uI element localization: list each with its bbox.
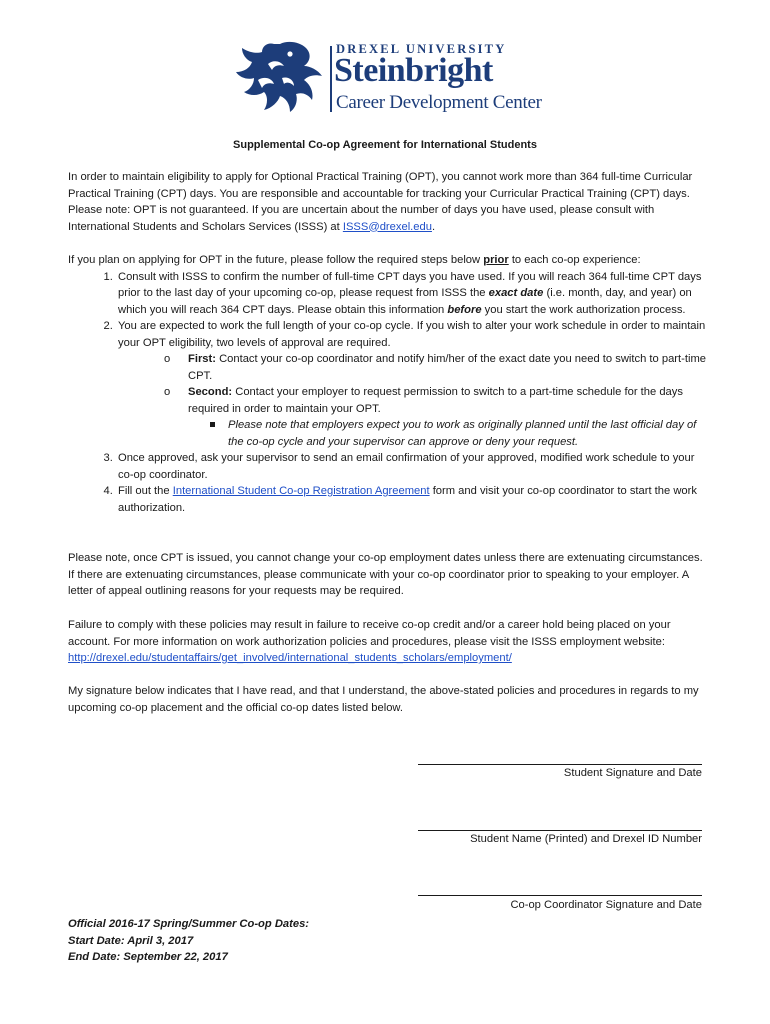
failure-paragraph [68, 617, 708, 667]
steps-intro-text-end: to each co-op experience: [508, 254, 641, 266]
dragon-icon [228, 40, 326, 114]
second-label: Second: [188, 386, 233, 398]
step-2-notes [188, 417, 708, 450]
signature-statement: My signature below indicates that I have read, and that I understand, the above-stated policies and procedures in regards to my upcoming co-op placement and the official co-op dates listed below. [68, 685, 699, 714]
step-4-text: Fill out the [118, 485, 173, 497]
coordinator-signature-line[interactable] [418, 895, 702, 896]
student-signature-label: Student Signature and Date [563, 767, 702, 779]
drexel-steinbright-logo [228, 40, 548, 120]
step-1-text-2: (i.e. month, day, and year) on which you will reach 364 CPT days. Please obtain this information [118, 287, 692, 316]
failure-text: Failure to comply with these policies may result in failure to receive co-op credit and/or a career hold being placed on your account. For more information on work authorization policies and procedures, please visit the ISSS employment website: [68, 619, 671, 648]
student-name-label: Student Name (Printed) and Drexel ID Number [470, 833, 702, 845]
steps-intro-emphasis: prior [483, 254, 509, 266]
isss-email-link[interactable]: ISSS@drexel.edu [342, 220, 432, 233]
first-text: Contact your co-op coordinator and notify him/her of the exact date you need to switch to part-time CPT. [188, 353, 706, 382]
document-title: Supplemental Co-op Agreement for International Students [233, 139, 537, 151]
step-4 [116, 483, 708, 516]
logo-university: DREXEL UNIVERSITY [336, 42, 507, 56]
step-1-text: Consult with ISSS to confirm the number of full-time CPT days you have used. If you will reach 364 full-time CPT days prior to the last day of your upcoming co-op, please request from ISSS the [118, 270, 702, 299]
logo-divider [330, 46, 332, 112]
official-start-date: Start Date: April 3, 2017 [68, 934, 194, 947]
steps-list [68, 269, 708, 517]
steps-section [68, 252, 708, 516]
logo-name: Steinbright [334, 52, 493, 89]
intro-text-end: . [431, 220, 436, 233]
step-2-sublist [118, 351, 708, 450]
intro-text: In order to maintain eligibility to apply for Optional Practical Training (OPT), you cannot work more than 364 full-time Curricular Practical Training (CPT) days. You are responsible and accountable for tracking your Curricular Practical Training (CPT) days. Please note: OPT is not guaranteed. If you are uncertain about the number of days you have used, please consult with International Students and Scholars Services (ISSS) at [68, 171, 693, 233]
steps-intro [68, 252, 708, 269]
employer-note: Please note that employers expect you to work as originally planned until the last official day of the co-op cycle and your supervisor can approve or deny your request. [206, 417, 708, 450]
official-dates [68, 916, 309, 966]
step-1-exact-date: exact date [488, 287, 544, 299]
registration-agreement-link[interactable]: International Student Co-op Registration Agreement [172, 485, 430, 497]
steps-intro-text: If you plan on applying for OPT in the future, please follow the required steps below [68, 254, 484, 266]
coordinator-signature-label: Co-op Coordinator Signature and Date [510, 899, 702, 911]
official-end-date: End Date: September 22, 2017 [68, 951, 228, 963]
step-3: 3. Once approved, ask your supervisor to send an email confirmation of your approved, modified work schedule to your co-op coordinator. [116, 450, 708, 483]
step-4-text-end: form and visit your co-op coordinator to start the work authorization. [118, 485, 697, 514]
step-2-first [164, 351, 708, 384]
step-1 [116, 269, 708, 319]
isss-employment-link[interactable]: http://drexel.edu/studentaffairs/get_involved/international_students_scholars/employment/ [68, 652, 512, 664]
student-signature-line[interactable] [418, 764, 702, 765]
step-2-text: You are expected to work the full length of your co-op cycle. If you wish to alter your work schedule in order to maintain your OPT eligibility, two levels of approval are required. [118, 320, 706, 349]
step-2 [116, 318, 708, 450]
second-text: Contact your employer to request permission to switch to a part-time schedule for the days required in order to maintain your OPT. [188, 386, 683, 415]
logo-subtitle: Career Development Center [336, 92, 542, 113]
official-dates-heading: Official 2016-17 Spring/Summer Co-op Dates: [68, 918, 310, 930]
cpt-paragraph: Please note, once CPT is issued, you cannot change your co-op employment dates unless there are extenuating circumstances. If there are extenuating circumstances, please communicate with your co-op coordinator prior to speaking to your employer. A letter of appeal outlining reasons for your requests may be required. [68, 552, 703, 597]
step-1-text-3: you start the work authorization process. [481, 303, 686, 316]
step-1-before: before [447, 303, 482, 316]
intro-paragraph [68, 169, 708, 235]
first-label: First: [188, 353, 216, 365]
student-name-line[interactable] [418, 830, 702, 831]
step-2-second [164, 384, 708, 450]
